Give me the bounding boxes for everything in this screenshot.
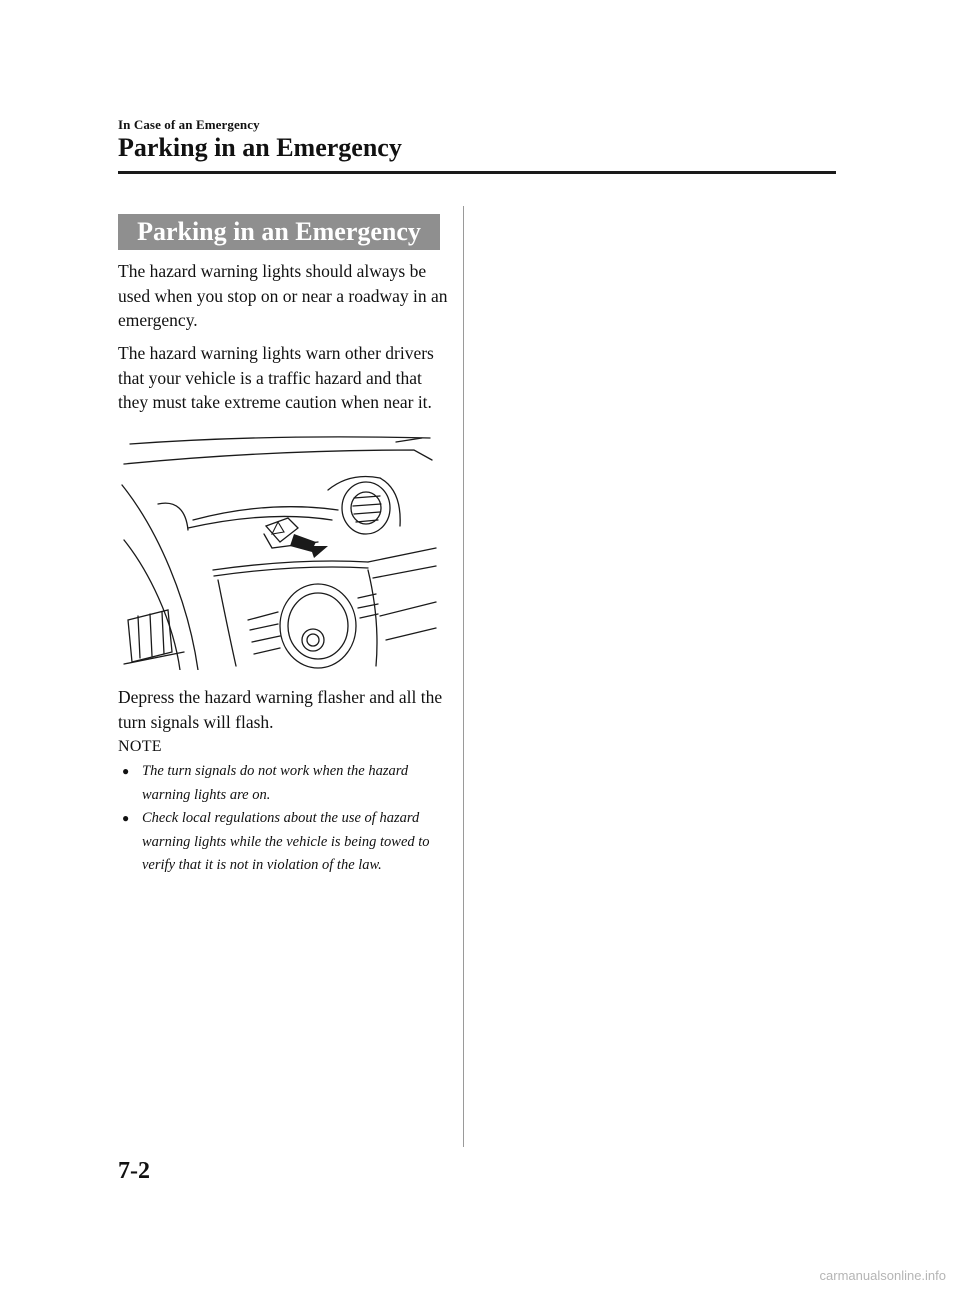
note-item: ● Check local regulations about the use of hazard warning lights while the vehicle is being towed to verify that it is not in violation of the law. [118,807,438,878]
note-label: NOTE [118,738,162,755]
bullet-icon: ● [122,764,130,778]
section-label: In Case of an Emergency [118,117,260,132]
section-heading: Parking in an Emergency [118,214,440,250]
note-item: ● The turn signals do not work when the hazard warning lights are on. [118,760,438,807]
instruction-paragraph: Depress the hazard warning flasher and all the turn signals will flash. [118,687,443,732]
intro-paragraph: The hazard warning lights should always be used when you stop on or near a roadway in an emergency. [118,261,448,330]
watermark: carmanualsonline.info [819,1268,946,1283]
page-title: Parking in an Emergency [118,133,402,162]
dashboard-illustration [118,430,438,670]
bullet-icon: ● [122,811,130,825]
warning-paragraph: The hazard warning lights warn other drivers that your vehicle is a traffic hazard and that they must take extreme caution when near it. [118,343,434,412]
page-number: 7-2 [118,1158,150,1184]
column-divider [463,206,464,1147]
title-rule [118,171,836,174]
notes-list [118,760,438,878]
